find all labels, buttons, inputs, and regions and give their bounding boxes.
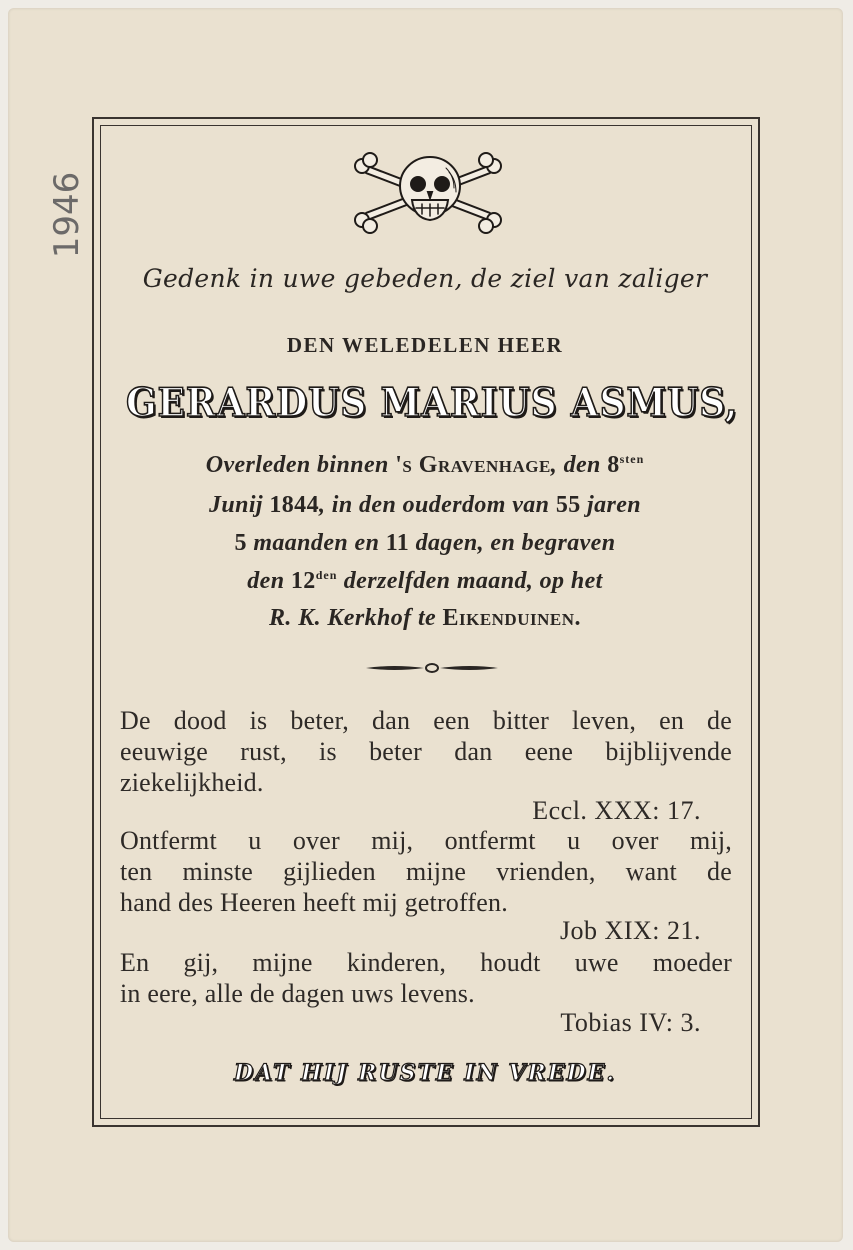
quote-2-line-2: ten minste gijlieden mijne vrienden, want de bbox=[120, 857, 732, 886]
bio-line-1: Overleden binnen 's Gravenhage, den $8^{sten}$ bbox=[205, 452, 645, 478]
quote-3-reference: Tobias IV: 3. bbox=[560, 1008, 701, 1037]
quote-2-reference: Job XIX: 21. bbox=[559, 916, 701, 945]
deceased-name: GERARDUS MARIUS ASMUS, bbox=[126, 380, 739, 426]
bio-line-2: Junij 1844, in den ouderdom van 55 jaren bbox=[208, 492, 642, 518]
quote-2-line-3: hand des Heeren heeft mij getroffen. bbox=[120, 888, 508, 917]
quote-1-line-1: De dood is beter, dan een bitter leven, en de bbox=[120, 706, 732, 735]
bio-line-4: den $12^{den}$ derzelfden maand, op het bbox=[247, 568, 603, 594]
quote-2-line-1: Ontfermt u over mij, ontfermt u over mij, bbox=[120, 826, 732, 855]
quote-3-line-2: in eere, alle de dagen uws levens. bbox=[120, 979, 475, 1008]
title-line: DEN WELEDELEN HEER bbox=[286, 333, 564, 357]
bio-line-3: 5 maanden en 11 dagen, en begraven bbox=[234, 530, 616, 556]
skull-crossbones-icon bbox=[350, 148, 506, 236]
quote-1-line-2: eeuwige rust, is beter dan eene bijblijvende bbox=[120, 737, 732, 766]
ornament-divider bbox=[364, 660, 500, 676]
bio-line-5: R. K. Kerkhof te Eikenduinen. bbox=[268, 605, 581, 631]
pencil-note: 1946 bbox=[47, 171, 87, 259]
quote-1-line-3: ziekelijkheid. bbox=[120, 768, 264, 797]
closing-line: DAT HIJ RUSTE IN VREDE. bbox=[234, 1060, 616, 1086]
intro-line: Gedenk in uwe gebeden, de ziel van zaliger bbox=[142, 264, 708, 293]
quote-3-line-1: En gij, mijne kinderen, houdt uwe moeder bbox=[120, 948, 732, 977]
quote-1-reference: Eccl. XXX: 17. bbox=[532, 796, 701, 825]
